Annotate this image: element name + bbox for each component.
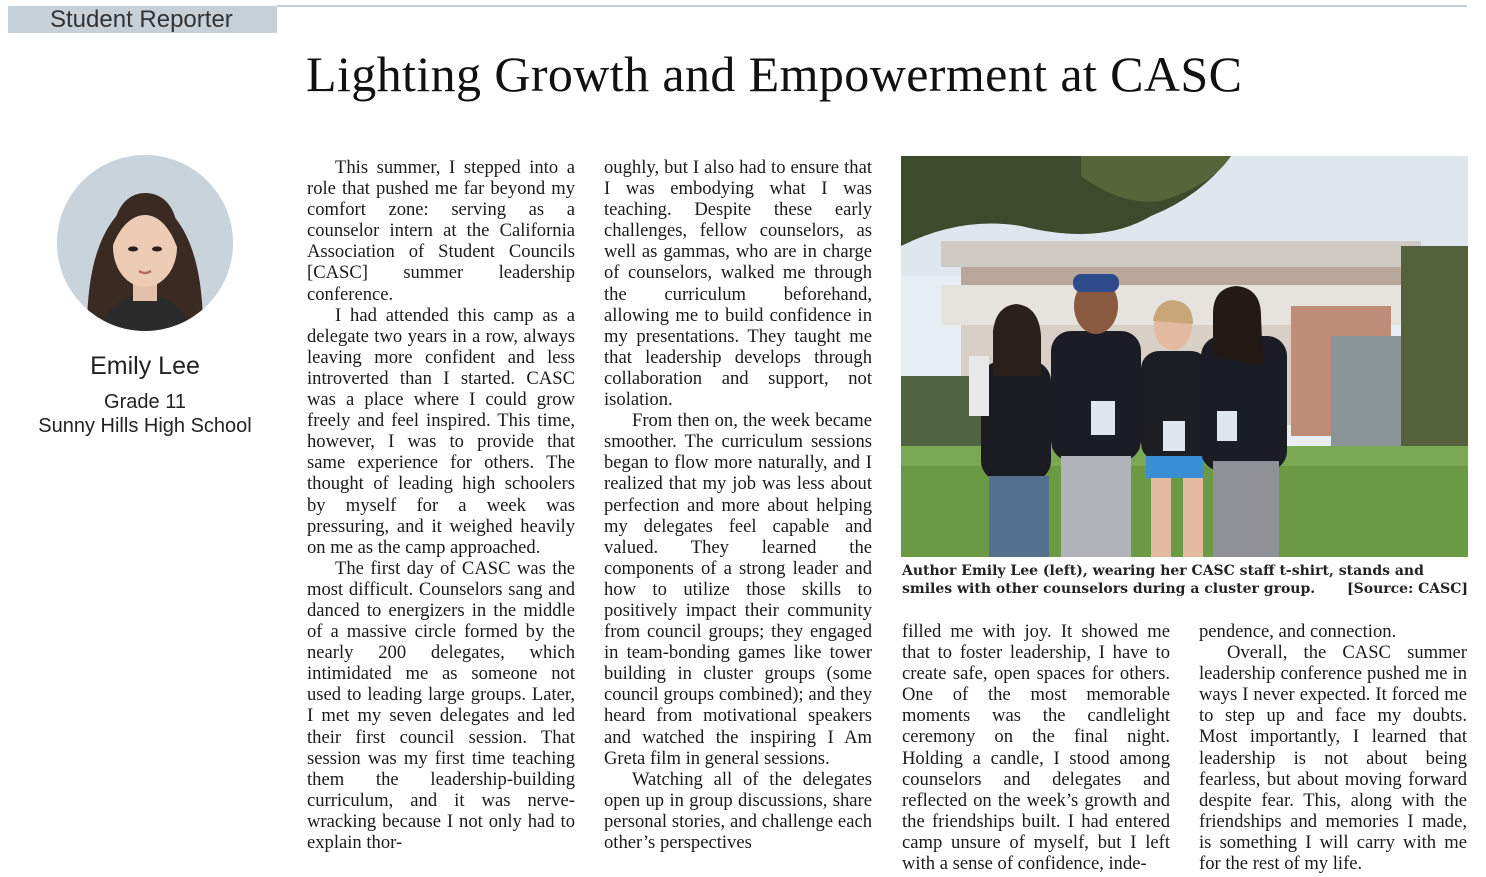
paragraph: This summer, I stepped into a role that pushed me far beyond my comfort zone: serving as a counselor intern at the California Association of Student Councils [CASC] summer leadership conference. xyxy=(307,157,575,305)
paragraph: From then on, the week became smoother. The curriculum sessions began to flow more naturally, and I realized that my job was less about perfection and more about helping my delegates feel capable and valued. They learned the components of a strong leader and how to utilize those skills to positively impact their community from council groups; they engaged in team-bonding games like tower building in cluster groups (some council groups combined); and they heard from motivational speakers and watched the inspiring I Am Greta film in general sessions. xyxy=(604,410,872,769)
author-school: Sunny Hills High School xyxy=(38,415,252,437)
paragraph: oughly, but I also had to ensure that I was embodying what I was teaching. Despite these early challenges, fellow counselors, as well as gammas, who are in charge of counselors, walked me through the curriculum beforehand, allowing me to build confidence in my presentations. They taught me that leadership develops through collaboration and support, not isolation. xyxy=(604,157,872,411)
article-column-3 xyxy=(902,621,1170,874)
caption-text: Author Emily Lee (left), wearing her CASC staff t-shirt, stands and smiles with other counselors during a cluster group. xyxy=(902,563,1424,597)
article-column-2 xyxy=(604,157,872,853)
article-column-1 xyxy=(307,157,575,853)
article-photo xyxy=(901,156,1468,557)
paragraph: The first day of CASC was the most difficult. Counselors sang and danced to energizers in the middle of a massive circle formed by the nearly 200 delegates, which intimidated me as someone not used to leading large groups. Later, I met my seven delegates and led their first council session. That session was my first time teaching them the leadership-building curriculum, and it was nerve-wracking because I not only had to explain thor- xyxy=(307,557,575,853)
paragraph: filled me with joy. It showed me that to foster leadership, I have to create safe, open spaces for others. One of the most memorable moments was the candlelight ceremony on the final night. Holding a candle, I stood among counselors and delegates and reflected on the week’s growth and the friendships built. I had entered camp unsure of myself, but I left with a sense of confidence, inde- xyxy=(902,621,1170,875)
paragraph: I had attended this camp as a delegate two years in a row, always leaving more confident and less introverted than I started. CASC was a place where I could grow freely and feel inspired. This time, however, I was to provide that same experience for others. The thought of leading high schoolers by myself for a week was pressuring, and it weighed heavily on me as the camp approached. xyxy=(307,304,575,558)
photo-caption xyxy=(902,562,1468,598)
header-rule xyxy=(277,5,1467,7)
article-headline: Lighting Growth and Empowerment at CASC xyxy=(306,46,1243,102)
author-name: Emily Lee xyxy=(90,352,200,380)
author-portrait xyxy=(57,155,233,331)
article-column-4 xyxy=(1199,621,1467,874)
section-label: Student Reporter xyxy=(8,6,277,33)
paragraph: Overall, the CASC summer leadership conference pushed me in ways I never expected. It forced me to step up and face my doubts. Most importantly, I learned that leadership is not about being fearless, but about moving forward despite fear. This, along with the friendships and memories I made, is something I will carry with me for the rest of my life. xyxy=(1199,642,1467,875)
paragraph: Watching all of the delegates open up in group discussions, share personal stories, and challenge each other’s perspectives xyxy=(604,768,872,853)
author-grade: Grade 11 xyxy=(104,391,186,413)
photo-source: [Source: CASC] xyxy=(1347,581,1468,597)
paragraph: pendence, and connection. xyxy=(1199,621,1397,642)
